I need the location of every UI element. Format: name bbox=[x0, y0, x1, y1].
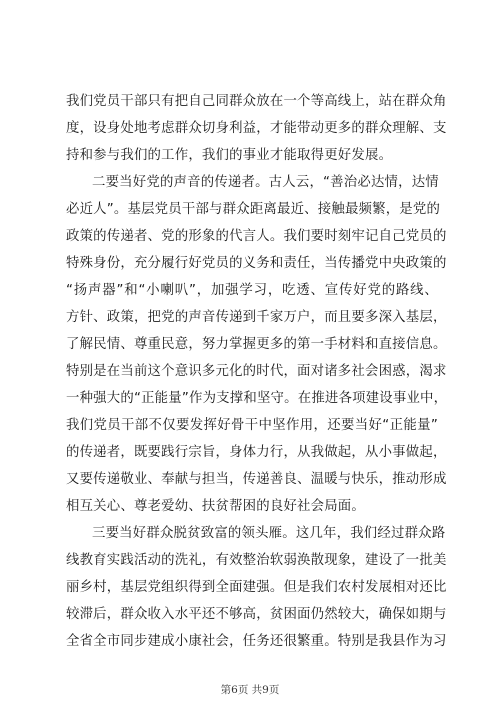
paragraph-start-line: 三要当好群众脱贫致富的领头雁。这几年，我们经过群众路 bbox=[92, 526, 446, 541]
text-line: 必近人”。基层党员干部与群众距离最近、接触最频繁，是党的 bbox=[66, 202, 441, 217]
text-line: 政策的传递者、党的形象的代言人。我们要时刻牢记自己党员的 bbox=[66, 229, 447, 244]
text-line: 全省全市同步建成小康社会，任务还很繁重。特别是我县作为习 bbox=[66, 634, 447, 649]
text-line: 我们党员干部只有把自己同群众放在一个等高线上，站在群众角 bbox=[66, 94, 447, 109]
text-line: 度，设身处地考虑群众切身利益，才能带动更多的群众理解、支 bbox=[66, 121, 447, 136]
text-line: 特殊身份，充分履行好党员的义务和责任，当传播党中央政策的 bbox=[66, 256, 447, 271]
paragraph-start-line: 二要当好党的声音的传递者。古人云，“善治必达情，达情 bbox=[92, 175, 439, 190]
text-line: 特别是在当前这个意识多元化的时代，面对诸多社会困惑，渴求 bbox=[66, 364, 447, 379]
text-line: 了解民情、尊重民意，努力掌握更多的第一手材料和直接信息。 bbox=[66, 337, 447, 352]
text-line: 的传递者，既要践行宗旨，身体力行，从我做起，从小事做起， bbox=[66, 445, 447, 460]
text-line: 相互关心、尊老爱幼、扶贫帮困的良好社会局面。 bbox=[66, 499, 365, 514]
text-line: 丽乡村，基层党组织得到全面建强。但是我们农村发展相对还比 bbox=[66, 580, 447, 595]
text-line: 持和参与我们的工作，我们的事业才能取得更好发展。 bbox=[66, 148, 393, 163]
text-line: 又要传递敬业、奉献与担当，传递善良、温暖与快乐，推动形成 bbox=[66, 472, 447, 487]
text-line: 我们党员干部不仅要发挥好骨干中坚作用，还要当好“正能量” bbox=[66, 418, 438, 433]
text-line: 方针、政策，把党的声音传递到千家万户，而且要多深入基层， bbox=[66, 310, 447, 325]
text-line: 线教育实践活动的洗礼，有效整治软弱涣散现象，建设了一批美 bbox=[66, 553, 447, 568]
page-number-footer: 第6页 共9页 bbox=[220, 684, 280, 696]
text-line: “扬声器”和“小喇叭”，加强学习，吃透、宣传好党的路线、 bbox=[66, 283, 438, 298]
text-line: 一种强大的“正能量”作为支撑和坚守。在推进各项建设事业中， bbox=[66, 391, 448, 406]
text-line: 较滞后，群众收入水平还不够高，贫困面仍然较大，确保如期与 bbox=[66, 607, 447, 622]
